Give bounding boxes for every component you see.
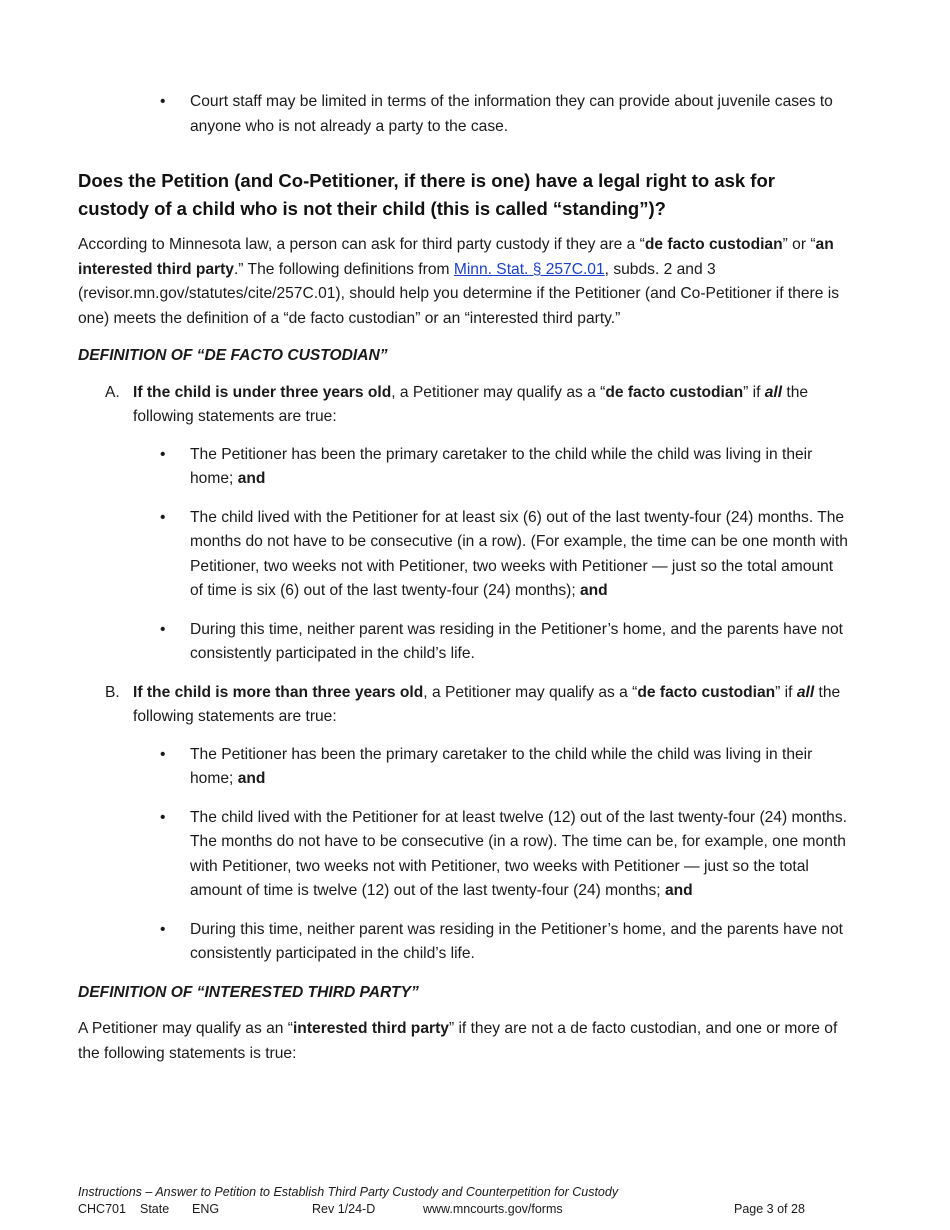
website: www.mncourts.gov/forms [423,1202,563,1216]
list-marker-b: B. [105,683,120,701]
language: ENG [192,1202,220,1216]
page-footer [78,1184,858,1218]
list-item-a: A. If the child is under three years old, a Petitioner may qualify as a “de facto custodian” if all the following statements are true: [78,381,848,430]
statute-link[interactable]: Minn. Stat. § 257C.01 [453,260,605,278]
footer-meta [78,1201,858,1218]
definition-heading-de-facto: DEFINITION OF “DE FACTO CUSTODIAN” [78,347,388,364]
revision: Rev 1/24-D [312,1202,376,1216]
form-code: CHC701 [78,1202,126,1216]
definition-heading-interested-third-party: DEFINITION OF “INTERESTED THIRD PARTY” [78,983,419,1001]
page-number: Page 3 of 28 [734,1202,805,1216]
bullet-icon: • [160,620,166,638]
bullet-icon: • [160,745,166,763]
sub-bullet: • The Petitioner has been the primary caretaker to the child while the child was living in their home; and [78,443,848,492]
footer-title: Instructions – Answer to Petition to Establish Third Party Custody and Counterpetition for Custody [78,1185,619,1199]
bullet-icon: • [160,508,166,526]
list-item-b: B. If the child is more than three years old, a Petitioner may qualify as a “de facto custodian” if all the following statements are true: [78,681,848,730]
sub-bullet: • During this time, neither parent was residing in the Petitioner’s home, and the parents have not consistently participated in the child’s life. [78,918,848,967]
bullet-icon: • [160,808,166,826]
bullet-icon: • [160,93,166,110]
list-marker-a: A. [105,383,120,401]
sub-bullet: • The child lived with the Petitioner for at least twelve (12) out of the last twenty-four (24) months. The months do not have to be consecutive (in a row). The time can be, for example, one month with Petitioner, two weeks not with Petitioner, two weeks with Petitioner — just so the total amount of time is twelve (12) out of the last twenty-four (24) months; and [78,806,848,904]
intro-bullet-text: Court staff may be limited in terms of the information they can provide about juvenile cases to anyone who is not already a party to the case. [190,93,833,135]
jurisdiction: State [140,1202,170,1216]
intro-paragraph: According to Minnesota law, a person can ask for third party custody if they are a “de facto custodian” or “an interested third party.” The following definitions from Minn. Stat. § 257C.01, subds. 2 and 3 (revisor.mn.gov/statutes/cite/257C.01), should help you determine if the Petitioner (and Co-Petitioner if there is one) meets the definition of a “de facto custodian” or an “interested third party.” [78,236,840,327]
section-heading: Does the Petition (and Co-Petitioner, if there is one) have a legal right to ask for custody of a child who is not their child (this is called “standing”)? [78,170,775,219]
sub-bullet: • The Petitioner has been the primary caretaker to the child while the child was living in their home; and [78,743,848,792]
intro-bullet [78,90,848,139]
bullet-icon: • [160,920,166,938]
bullet-icon: • [160,445,166,463]
document-page [78,90,848,1079]
sub-bullet: • During this time, neither parent was residing in the Petitioner’s home, and the parents have not consistently participated in the child’s life. [78,618,848,667]
closing-paragraph: A Petitioner may qualify as an “interested third party” if they are not a de facto custodian, and one or more of the following statements is true: [78,1020,838,1062]
sub-bullet: • The child lived with the Petitioner for at least six (6) out of the last twenty-four (24) months. The months do not have to be consecutive (in a row). (For example, the time can be one month with Petitioner, two weeks not with Petitioner, two weeks with Petitioner — just so the total amount of time is six (6) out of the last twenty-four (24) months); and [78,506,848,604]
